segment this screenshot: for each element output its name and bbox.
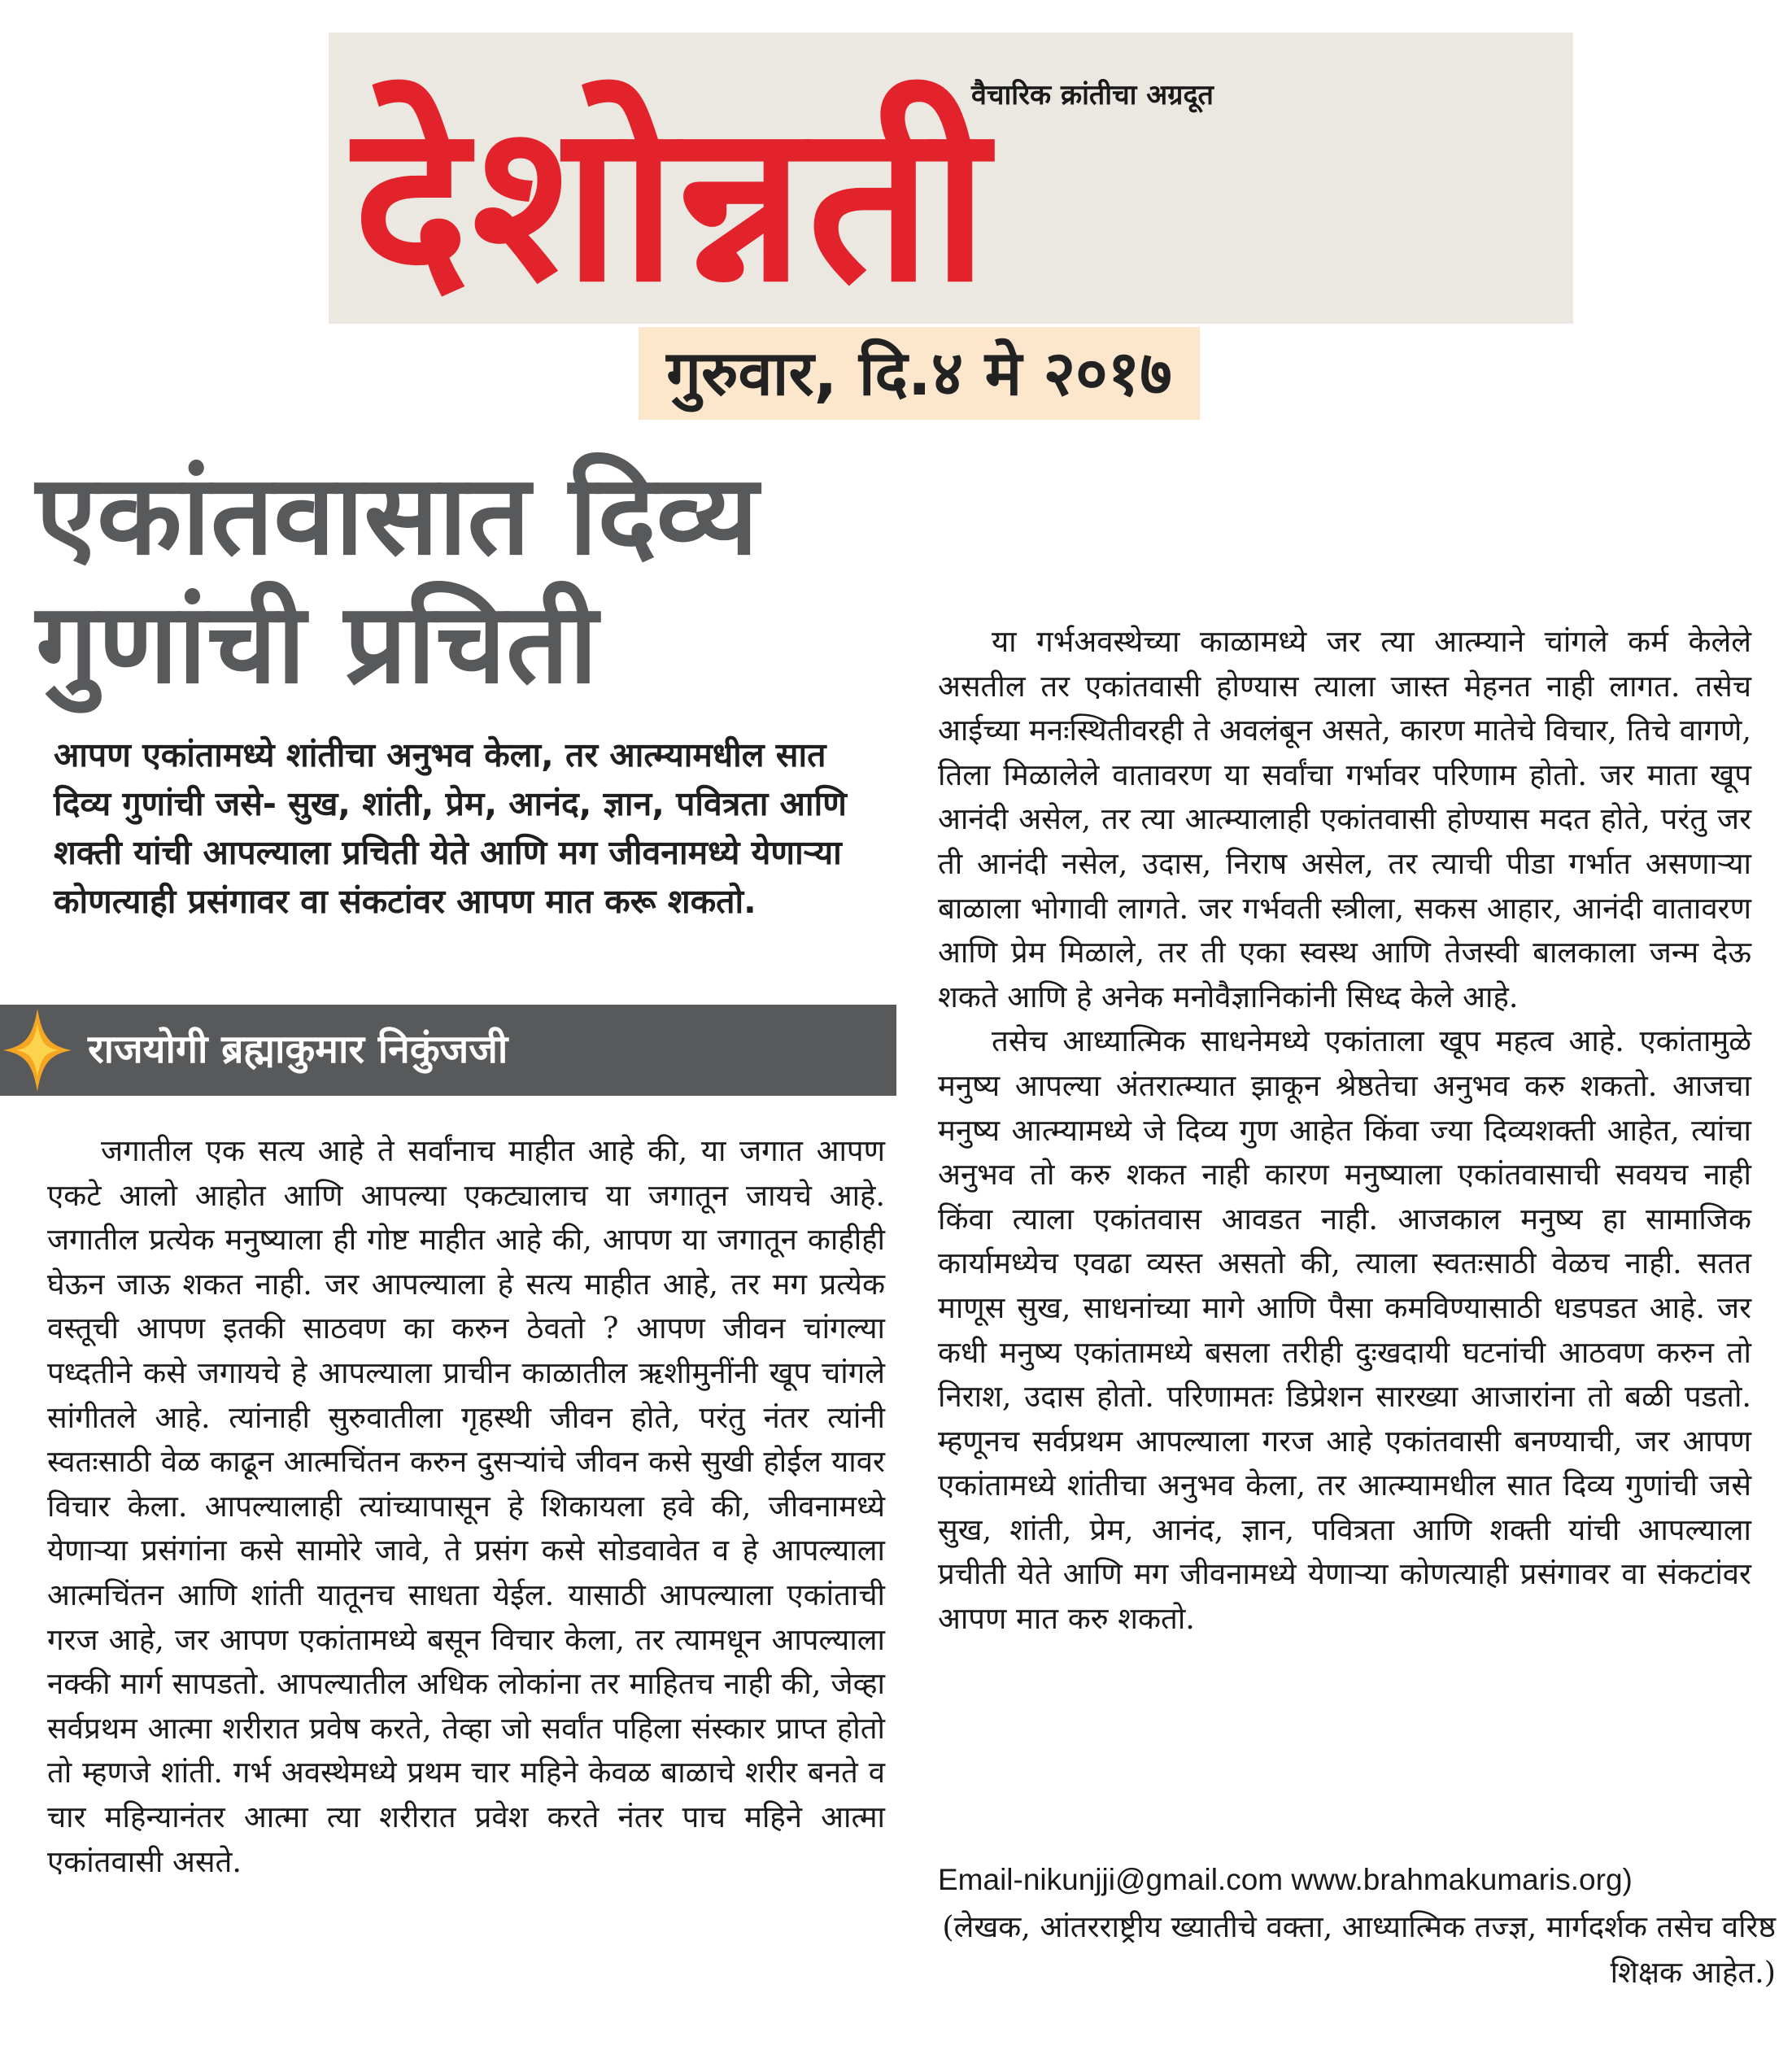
contact-line: Email-nikunjji@gmail.com www.brahmakumaris.org) — [938, 1863, 1633, 1896]
masthead-tagline: वैचारिक क्रांतीचा अग्रदूत — [971, 79, 1214, 111]
article-column-right — [938, 620, 1751, 1642]
publication-date: गुरुवार, दि.४ मे २०१७ — [639, 327, 1200, 420]
article-headline: एकांतवासात दिव्य गुणांची प्रचिती — [36, 451, 759, 709]
author-note: (लेखक, आंतरराष्ट्रीय ख्यातीचे वक्ता, आध्यात्मिक तज्ज्ञ, मार्गदर्शक तसेच वरिष्ठ शिक्षक आहेत.) — [942, 1909, 1776, 1990]
paragraph: या गर्भअवस्थेच्या काळामध्ये जर त्या आत्म्याने चांगले कर्म केलेले असतील तर एकांतवासी होण्यास त्याला जास्त मेहनत नाही लागत. तसेच आईच्या मनःस्थितीवरही ते अवलंबून असते, कारण मातेचे विचार, तिचे वागणे, तिला मिळालेले वातावरण या सर्वांचा गर्भावर परिणाम होतो. जर माता खूप आनंदी असेल, तर त्या आत्म्यालाही एकांतवासी होण्यास मदत होते, परंतु जर ती आनंदी नसेल, उदास, निराष असेल, तर त्याची पीडा गर्भात असणाऱ्या बाळाला भोगावी लागते. जर गर्भवती स्त्रीला, सकस आहार, आनंदी वातावरण आणि प्रेम मिळाले, तर ती एका स्वस्थ आणि तेजस्वी बालकाला जन्म देऊ शकते आणि हे अनेक मनोवैज्ञानिकांनी सिध्द केले आहे. — [938, 624, 1751, 1014]
newspaper-logo: देशोन्नती — [353, 76, 992, 324]
author-byline: राजयोगी ब्रह्माकुमार निकुंजजी — [88, 1027, 508, 1072]
article-deck: आपण एकांतामध्ये शांतीचा अनुभव केला, तर आत्म्यामधील सात दिव्य गुणांची जसे- सुख, शांती, प्रेम, आनंद, ज्ञान, पवित्रता आणि शक्ती यांची आपल्याला प्रचिती येते आणि मग जीवनामध्ये येणाऱ्या कोणत्याही प्रसंगावर वा संकटांवर आपण मात करू शकतो. — [54, 735, 847, 921]
star-icon — [0, 1005, 75, 1095]
paragraph: जगातील एक सत्य आहे ते सर्वांनाच माहीत आहे की, या जगात आपण एकटे आलो आहोत आणि आपल्या एकट्यालाच या जगातून जायचे आहे. जगातील प्रत्येक मनुष्याला ही गोष्ट माहीत आहे की, आपण या जगातून काहीही घेऊन जाऊ शकत नाही. जर आपल्याला हे सत्य माहीत आहे, तर मग प्रत्येक वस्तूची आपण इतकी साठवण का करुन ठेवतो ? आपण जीवन चांगल्या पध्दतीने कसे जगायचे हे आपल्याला प्राचीन काळातील ऋशीमुनींनी खूप चांगले सांगीतले आहे. त्यांनाही सुरुवातीला गृहस्थी जीवन होते, परंतु नंतर त्यांनी स्वतःसाठी वेळ काढून आत्मचिंतन करुन दुसऱ्यांचे जीवन कसे सुखी होईल यावर विचार केला. आपल्यालाही त्यांच्यापासून हे शिकायला हवे की, जीवनामध्ये येणाऱ्या प्रसंगांना कसे सामोरे जावे, ते प्रसंग कसे सोडवावेत व हे आपल्याला आत्मचिंतन आणि शांती यातूनच साधता येईल. यासाठी आपल्याला एकांताची गरज आहे, जर आपण एकांतामध्ये बसून विचार केला, तर त्यामधून आपल्याला नक्की मार्ग सापडतो. आपल्यातील अधिक लोकांना तर माहितच नाही की, जेव्हा सर्वप्रथम आत्मा शरीरात प्रवेष करते, तेव्हा जो सर्वांत पहिला संस्कार प्राप्त होतो तो म्हणजे शांती. गर्भ अवस्थेमध्ये प्रथम चार महिने केवळ बाळाचे शरीर बनते व चार महिन्यानंतर आत्मा त्या शरीरात प्रवेश करते नंतर पाच महिने आत्मा एकांतवासी असते. — [47, 1133, 885, 1879]
masthead — [329, 33, 1573, 324]
article-column-left — [47, 1129, 885, 1884]
paragraph: तसेच आध्यात्मिक साधनेमध्ये एकांताला खूप महत्व आहे. एकांतामुळे मनुष्य आपल्या अंतरात्म्यात झाकून श्रेष्ठतेचा अनुभव करु शकतो. आजचा मनुष्य आत्म्यामध्ये जे दिव्य गुण आहेत किंवा ज्या दिव्यशक्ती आहेत, त्यांचा अनुभव तो करु शकत नाही कारण मनुष्याला एकांतवासाची सवयच नाही किंवा त्याला एकांतवास आवडत नाही. आजकाल मनुष्य हा सामाजिक कार्यामध्येच एवढा व्यस्त असतो की, त्याला स्वतःसाठी वेळच नाही. सतत माणूस सुख, साधनांच्या मागे आणि पैसा कमविण्यासाठी धडपडत आहे. जर कधी मनुष्य एकांतामध्ये बसला तरीही दुःखदायी घटनांची आठवण करुन तो निराश, उदास होतो. परिणामतः डिप्रेशन सारख्या आजारांना तो बळी पडतो. म्हणूनच सर्वप्रथम आपल्याला गरज आहे एकांतवासी बनण्याची, जर आपण एकांतामध्ये शांतीचा अनुभव केला, तर आत्म्यामधील सात दिव्य गुणांची जसे सुख, शांती, प्रेम, आनंद, ज्ञान, पवित्रता आणि शक्ती यांची आपल्याला प्रचीती येते आणि मग जीवनामध्ये येणाऱ्या कोणत्याही प्रसंगावर वा संकटांवर आपण मात करु शकतो. — [938, 1023, 1751, 1637]
